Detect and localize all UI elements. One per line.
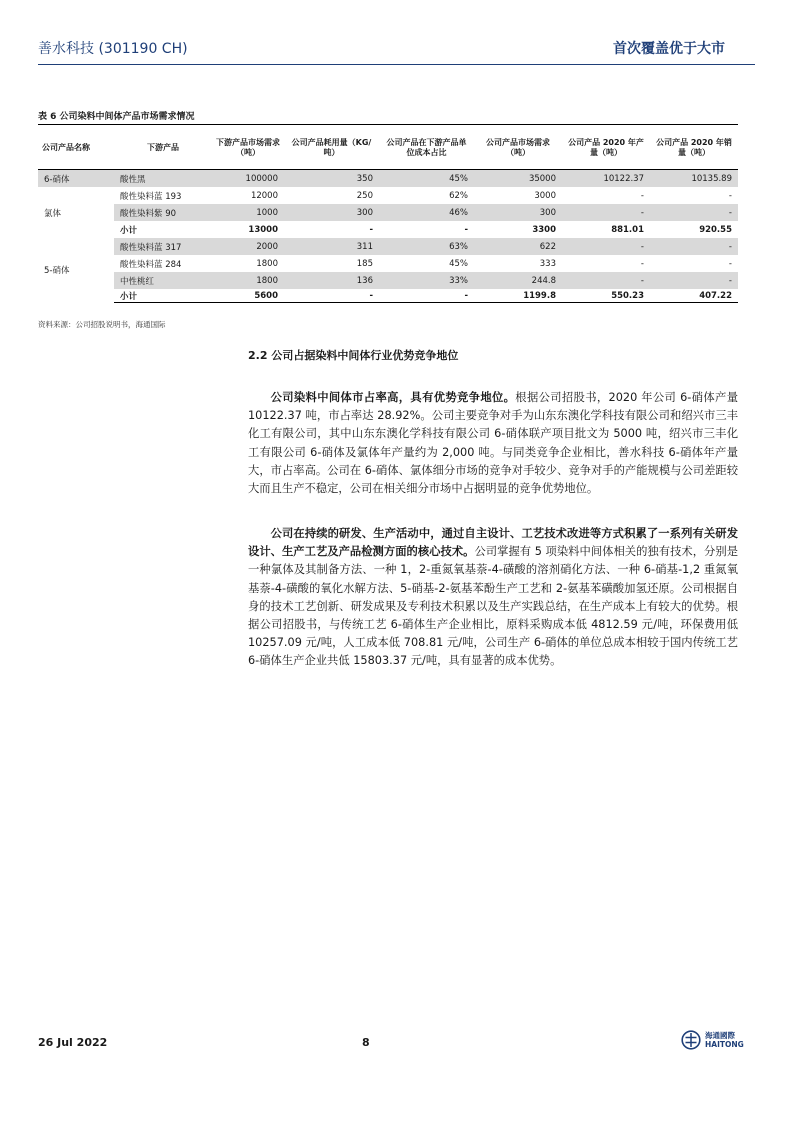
- cell-demand: 100000: [212, 170, 284, 188]
- table-row: [38, 187, 738, 204]
- cell-sales: -: [728, 190, 732, 201]
- cell-market: 1199.8: [474, 289, 562, 303]
- cell-downstream: 小计: [114, 289, 212, 303]
- paragraph-body: 根据公司招股书，2020 年公司 6-硝体产量 10122.37 吨，市占率达 28.92%。公司主要竞争对手为山东东澳化学科技有限公司和绍兴市三丰化工有限公司，其中山东东澳化学科技有限公司 6-硝体联产项目批文为 5000 吨，绍兴市三丰化工有限公司 6-硝体及氯体年产量约为 2,000 吨。与同类竞争企业相比，善水科技 6-硝体年产量大，市占率高。公司在 6-硝体、氯体细分市场的竞争对手较少、竞争对手的产能规模与公司差距较大而且生产不稳定，公司在相关细分市场中占据明显的竞争优势地位。: [248, 391, 738, 495]
- cell-usage: 136: [284, 272, 379, 289]
- cell-demand: 1000: [212, 204, 284, 221]
- table-top-rule: [38, 124, 738, 125]
- haitong-logo-icon: [681, 1030, 701, 1050]
- cell-usage: 300: [284, 204, 379, 221]
- cell-downstream: 小计: [120, 225, 138, 236]
- paragraph-lead: 公司染料中间体市占率高，具有优势竞争地位。: [270, 391, 516, 405]
- cell-sales: -: [650, 272, 738, 289]
- cell-demand: 2000: [212, 238, 284, 255]
- cell-ratio: -: [379, 289, 474, 303]
- cell-sales: 10135.89: [650, 170, 738, 188]
- table-row: [38, 272, 738, 289]
- cell-market: 3300: [532, 224, 556, 235]
- cell-output: -: [562, 272, 650, 289]
- cell-usage: 350: [284, 170, 379, 188]
- table-source: 资料来源：公司招股说明书，海通国际: [38, 320, 166, 329]
- cell-product: 5-硝体: [44, 266, 70, 277]
- col-header: 下游产品市场需求（吨）: [212, 127, 284, 170]
- paragraph: [248, 525, 738, 670]
- demand-table: [38, 127, 738, 303]
- cell-demand: 1800: [256, 258, 278, 269]
- col-header: 下游产品: [114, 127, 212, 170]
- table-row: [38, 238, 738, 255]
- col-header: 公司产品名称: [38, 127, 114, 170]
- cell-market: 244.8: [474, 272, 562, 289]
- cell-market: 333: [539, 258, 556, 269]
- paragraph-body: 公司掌握有 5 项染料中间体相关的独有技术，分别是一种氯体及其制备方法、一种 1，2-重氮氧基萘-4-磺酸的溶剂硝化方法、一种 6-硝基-1,2 重氮氧基萘-4-磺酸的氧化水解方法、5-硝基-2-氨基苯酚生产工艺和 2-氨基苯磺酸加氢还原。公司根据自身的技术工艺创新、研发成果及专利技术积累以及生产实践总结，在生产成本上有较大的优势。根据公司招股书，与传统工艺 6-硝体生产企业相比，原料采购成本低 4812.59 元/吨，环保费用低 10257.09 元/吨，人工成本低 708.81 元/吨，公司生产 6-硝体的单位总成本相较于国内传统工艺 6-硝体生产企业共低 15803.37 元/吨，具有显著的成本优势。: [248, 545, 738, 667]
- header-divider: [38, 64, 755, 65]
- cell-product: 6-硝体: [38, 170, 114, 188]
- cell-downstream: 酸性染料蓝 193: [120, 191, 182, 202]
- cell-product: 氯体: [44, 208, 62, 219]
- table-row: [38, 204, 738, 221]
- cell-downstream: 酸性染料蓝 317: [114, 238, 212, 255]
- cell-sales: 407.22: [650, 289, 738, 303]
- logo-cn: 海通國際: [705, 1031, 735, 1040]
- cell-market: 35000: [474, 170, 562, 188]
- cell-usage: 250: [356, 190, 373, 201]
- section-heading: 2.2 公司占据染料中间体行业优势竞争地位: [248, 349, 459, 362]
- cell-sales: -: [650, 238, 738, 255]
- cell-downstream: 中性桃红: [114, 272, 212, 289]
- cell-downstream: 酸性染料蓝 284: [120, 259, 182, 270]
- cell-usage: 185: [356, 258, 373, 269]
- cell-ratio: -: [464, 224, 468, 235]
- cell-sales: -: [728, 258, 732, 269]
- cell-usage: 311: [284, 238, 379, 255]
- table-row: [38, 170, 738, 188]
- cell-usage: -: [284, 289, 379, 303]
- cell-downstream: 酸性染料紫 90: [114, 204, 212, 221]
- cell-output: -: [640, 258, 644, 269]
- table-row-subtotal: [38, 289, 738, 303]
- cell-output: -: [562, 238, 650, 255]
- cell-output: -: [640, 190, 644, 201]
- haitong-logo: [681, 1030, 744, 1050]
- table-header-row: [38, 127, 738, 170]
- cell-ratio: 62%: [449, 190, 468, 201]
- cell-sales: 920.55: [699, 224, 732, 235]
- paragraph-lead: 公司在持续的研发、生产活动中，通过自主设计、工艺技术改进等方式积累了一系列有关研发设计、生产工艺及产品检测方面的核心技术。: [248, 527, 738, 559]
- header-rating: 首次覆盖优于大市: [613, 41, 725, 57]
- cell-ratio: 63%: [379, 238, 474, 255]
- cell-market: 622: [474, 238, 562, 255]
- cell-market: 300: [474, 204, 562, 221]
- cell-ratio: 45%: [379, 170, 474, 188]
- cell-demand: 13000: [248, 224, 278, 235]
- cell-usage: -: [369, 224, 373, 235]
- cell-ratio: 46%: [379, 204, 474, 221]
- cell-demand: 5600: [212, 289, 284, 303]
- header-ticker: 善水科技 (301190 CH): [38, 41, 188, 57]
- cell-market: 3000: [534, 190, 556, 201]
- cell-output: -: [562, 204, 650, 221]
- col-header: 公司产品在下游产品单位成本占比: [379, 127, 474, 170]
- table-title: 表 6 公司染料中间体产品市场需求情况: [38, 112, 195, 122]
- cell-demand: 12000: [250, 190, 278, 201]
- table-row: [38, 255, 738, 272]
- cell-output: 881.01: [611, 224, 644, 235]
- paragraph: [248, 389, 738, 498]
- cell-output: 10122.37: [562, 170, 650, 188]
- col-header: 公司产品市场需求（吨）: [474, 127, 562, 170]
- cell-ratio: 45%: [449, 258, 468, 269]
- cell-ratio: 33%: [379, 272, 474, 289]
- cell-downstream: 酸性黑: [114, 170, 212, 188]
- cell-sales: -: [650, 204, 738, 221]
- col-header: 公司产品 2020 年产量（吨）: [562, 127, 650, 170]
- logo-en: HAITONG: [705, 1040, 744, 1049]
- page-number: 8: [362, 1036, 370, 1049]
- cell-output: 550.23: [562, 289, 650, 303]
- col-header: 公司产品耗用量（KG/吨）: [284, 127, 379, 170]
- table-row-subtotal: [38, 221, 738, 238]
- cell-demand: 1800: [212, 272, 284, 289]
- col-header: 公司产品 2020 年销量（吨）: [650, 127, 738, 170]
- footer-date: 26 Jul 2022: [38, 1036, 108, 1049]
